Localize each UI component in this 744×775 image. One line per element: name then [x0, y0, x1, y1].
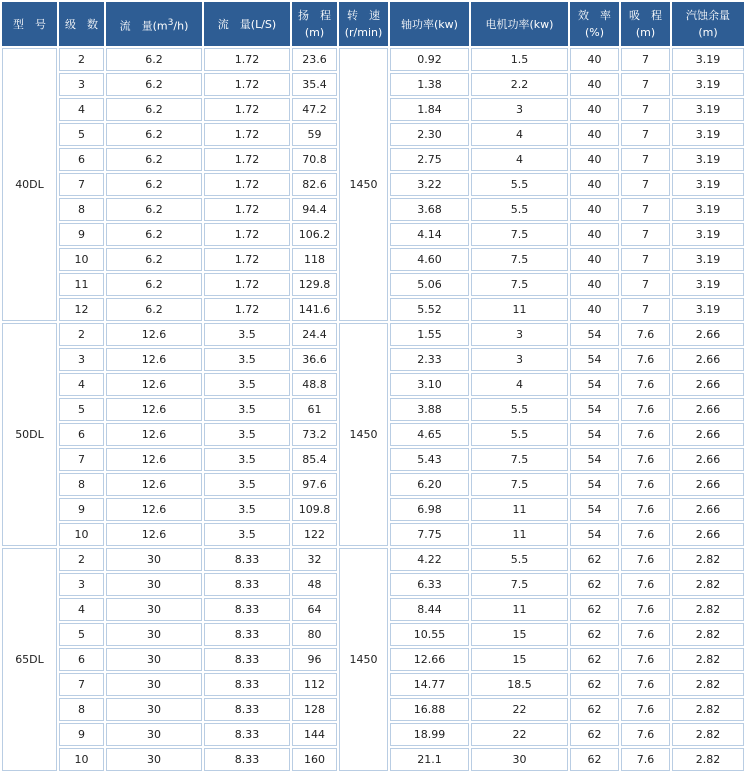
head-cell: 73.2 — [292, 423, 337, 446]
shaft-power-cell: 2.30 — [390, 123, 469, 146]
stages-cell: 8 — [59, 198, 104, 221]
table-row — [2, 548, 744, 571]
head-cell: 144 — [292, 723, 337, 746]
flow-ls-cell: 1.72 — [204, 98, 290, 121]
motor-power-cell: 3 — [471, 323, 568, 346]
flow-m3h-cell: 30 — [106, 648, 202, 671]
shaft-power-cell: 4.65 — [390, 423, 469, 446]
npsh-cell: 2.66 — [672, 523, 744, 546]
suction-lift-cell: 7 — [621, 123, 670, 146]
flow-m3h-cell: 12.6 — [106, 523, 202, 546]
flow-m3h-cell: 6.2 — [106, 273, 202, 296]
motor-power-cell: 11 — [471, 298, 568, 321]
table-body — [2, 48, 744, 771]
motor-power-cell: 7.5 — [471, 573, 568, 596]
flow-ls-cell: 3.5 — [204, 523, 290, 546]
efficiency-cell: 40 — [570, 273, 619, 296]
flow-ls-cell: 1.72 — [204, 123, 290, 146]
motor-power-cell: 1.5 — [471, 48, 568, 71]
shaft-power-cell: 3.68 — [390, 198, 469, 221]
head-cell: 109.8 — [292, 498, 337, 521]
npsh-cell: 3.19 — [672, 123, 744, 146]
head-cell: 82.6 — [292, 173, 337, 196]
npsh-cell: 2.82 — [672, 548, 744, 571]
suction-lift-cell: 7.6 — [621, 348, 670, 371]
efficiency-cell: 54 — [570, 373, 619, 396]
stages-cell: 8 — [59, 473, 104, 496]
efficiency-cell: 40 — [570, 198, 619, 221]
flow-m3h-cell: 6.2 — [106, 73, 202, 96]
flow-m3h-cell: 12.6 — [106, 373, 202, 396]
stages-cell: 6 — [59, 148, 104, 171]
efficiency-cell: 62 — [570, 548, 619, 571]
flow-ls-cell: 1.72 — [204, 173, 290, 196]
header-speed: 转 速 (r/min) — [339, 2, 388, 46]
suction-lift-cell: 7 — [621, 198, 670, 221]
flow-m3h-cell: 12.6 — [106, 498, 202, 521]
motor-power-cell: 4 — [471, 123, 568, 146]
motor-power-cell: 22 — [471, 723, 568, 746]
flow-m3h-cell: 6.2 — [106, 248, 202, 271]
efficiency-cell: 40 — [570, 48, 619, 71]
motor-power-cell: 7.5 — [471, 448, 568, 471]
suction-lift-cell: 7.6 — [621, 598, 670, 621]
suction-lift-cell: 7.6 — [621, 373, 670, 396]
npsh-cell: 2.66 — [672, 348, 744, 371]
head-cell: 85.4 — [292, 448, 337, 471]
efficiency-cell: 40 — [570, 248, 619, 271]
flow-m3h-cell: 30 — [106, 673, 202, 696]
npsh-cell: 2.66 — [672, 448, 744, 471]
shaft-power-cell: 1.38 — [390, 73, 469, 96]
stages-cell: 7 — [59, 173, 104, 196]
flow-ls-cell: 3.5 — [204, 448, 290, 471]
efficiency-cell: 40 — [570, 223, 619, 246]
efficiency-cell: 62 — [570, 748, 619, 771]
npsh-cell: 2.66 — [672, 373, 744, 396]
stages-cell: 4 — [59, 373, 104, 396]
motor-power-cell: 7.5 — [471, 223, 568, 246]
flow-m3h-cell: 6.2 — [106, 48, 202, 71]
shaft-power-cell: 18.99 — [390, 723, 469, 746]
table-header — [2, 2, 744, 46]
shaft-power-cell: 12.66 — [390, 648, 469, 671]
flow-m3h-cell: 6.2 — [106, 223, 202, 246]
suction-lift-cell: 7.6 — [621, 398, 670, 421]
motor-power-cell: 4 — [471, 373, 568, 396]
stages-cell: 5 — [59, 123, 104, 146]
head-cell: 48.8 — [292, 373, 337, 396]
table-row — [2, 323, 744, 346]
head-cell: 122 — [292, 523, 337, 546]
head-cell: 35.4 — [292, 73, 337, 96]
motor-power-cell: 3 — [471, 98, 568, 121]
head-cell: 23.6 — [292, 48, 337, 71]
suction-lift-cell: 7.6 — [621, 723, 670, 746]
suction-lift-cell: 7 — [621, 148, 670, 171]
npsh-cell: 2.82 — [672, 748, 744, 771]
head-cell: 96 — [292, 648, 337, 671]
efficiency-cell: 54 — [570, 523, 619, 546]
shaft-power-cell: 6.20 — [390, 473, 469, 496]
flow-ls-cell: 1.72 — [204, 198, 290, 221]
suction-lift-cell: 7.6 — [621, 523, 670, 546]
flow-m3h-cell: 12.6 — [106, 473, 202, 496]
shaft-power-cell: 1.55 — [390, 323, 469, 346]
efficiency-cell: 62 — [570, 573, 619, 596]
stages-cell: 5 — [59, 623, 104, 646]
flow-ls-cell: 3.5 — [204, 498, 290, 521]
suction-lift-cell: 7 — [621, 98, 670, 121]
stages-cell: 10 — [59, 248, 104, 271]
suction-lift-cell: 7.6 — [621, 623, 670, 646]
motor-power-cell: 5.5 — [471, 173, 568, 196]
npsh-cell: 2.66 — [672, 398, 744, 421]
stages-cell: 12 — [59, 298, 104, 321]
efficiency-cell: 62 — [570, 623, 619, 646]
flow-ls-cell: 1.72 — [204, 248, 290, 271]
shaft-power-cell: 4.14 — [390, 223, 469, 246]
shaft-power-cell: 3.22 — [390, 173, 469, 196]
flow-m3h-cell: 30 — [106, 698, 202, 721]
efficiency-cell: 62 — [570, 648, 619, 671]
header-flow-ls: 流 量(L/S) — [204, 2, 290, 46]
flow-ls-cell: 8.33 — [204, 648, 290, 671]
shaft-power-cell: 10.55 — [390, 623, 469, 646]
shaft-power-cell: 6.98 — [390, 498, 469, 521]
flow-m3h-cell: 30 — [106, 548, 202, 571]
npsh-cell: 2.82 — [672, 648, 744, 671]
suction-lift-cell: 7 — [621, 73, 670, 96]
motor-power-cell: 7.5 — [471, 473, 568, 496]
efficiency-cell: 62 — [570, 723, 619, 746]
flow-ls-cell: 3.5 — [204, 373, 290, 396]
shaft-power-cell: 1.84 — [390, 98, 469, 121]
stages-cell: 10 — [59, 523, 104, 546]
head-cell: 106.2 — [292, 223, 337, 246]
flow-m3h-cell: 6.2 — [106, 298, 202, 321]
flow-ls-cell: 8.33 — [204, 623, 290, 646]
stages-cell: 9 — [59, 723, 104, 746]
npsh-cell: 3.19 — [672, 48, 744, 71]
motor-power-cell: 11 — [471, 498, 568, 521]
header-head: 扬 程 (m) — [292, 2, 337, 46]
speed-cell: 1450 — [339, 548, 388, 771]
suction-lift-cell: 7 — [621, 173, 670, 196]
stages-cell: 2 — [59, 548, 104, 571]
npsh-cell: 3.19 — [672, 248, 744, 271]
suction-lift-cell: 7.6 — [621, 748, 670, 771]
stages-cell: 3 — [59, 73, 104, 96]
header-model: 型 号 — [2, 2, 57, 46]
flow-ls-cell: 3.5 — [204, 348, 290, 371]
shaft-power-cell: 14.77 — [390, 673, 469, 696]
stages-cell: 7 — [59, 448, 104, 471]
flow-ls-cell: 8.33 — [204, 698, 290, 721]
flow-ls-cell: 3.5 — [204, 473, 290, 496]
stages-cell: 2 — [59, 323, 104, 346]
shaft-power-cell: 6.33 — [390, 573, 469, 596]
npsh-cell: 3.19 — [672, 273, 744, 296]
flow-ls-cell: 3.5 — [204, 423, 290, 446]
shaft-power-cell: 4.22 — [390, 548, 469, 571]
shaft-power-cell: 3.88 — [390, 398, 469, 421]
stages-cell: 9 — [59, 223, 104, 246]
head-cell: 36.6 — [292, 348, 337, 371]
flow-m3h-cell: 12.6 — [106, 448, 202, 471]
flow-m3h-cell: 6.2 — [106, 123, 202, 146]
flow-ls-cell: 8.33 — [204, 673, 290, 696]
npsh-cell: 2.82 — [672, 573, 744, 596]
header-flow-m3h: 流 量$(m^3/h)$ — [106, 2, 202, 46]
head-cell: 80 — [292, 623, 337, 646]
header-motor-power: 电机功率(kw) — [471, 2, 568, 46]
npsh-cell: 3.19 — [672, 73, 744, 96]
shaft-power-cell: 4.60 — [390, 248, 469, 271]
motor-power-cell: 11 — [471, 523, 568, 546]
model-cell: 40DL — [2, 48, 57, 321]
shaft-power-cell: 2.33 — [390, 348, 469, 371]
motor-power-cell: 22 — [471, 698, 568, 721]
motor-power-cell: 30 — [471, 748, 568, 771]
efficiency-cell: 40 — [570, 98, 619, 121]
motor-power-cell: 18.5 — [471, 673, 568, 696]
flow-ls-cell: 3.5 — [204, 323, 290, 346]
suction-lift-cell: 7.6 — [621, 423, 670, 446]
efficiency-cell: 40 — [570, 148, 619, 171]
flow-m3h-cell: 12.6 — [106, 348, 202, 371]
flow-ls-cell: 8.33 — [204, 548, 290, 571]
shaft-power-cell: 2.75 — [390, 148, 469, 171]
efficiency-cell: 62 — [570, 698, 619, 721]
npsh-cell: 2.82 — [672, 698, 744, 721]
stages-cell: 4 — [59, 98, 104, 121]
head-cell: 47.2 — [292, 98, 337, 121]
shaft-power-cell: 16.88 — [390, 698, 469, 721]
flow-m3h-cell: 30 — [106, 748, 202, 771]
flow-ls-cell: 1.72 — [204, 148, 290, 171]
stages-cell: 6 — [59, 423, 104, 446]
suction-lift-cell: 7.6 — [621, 498, 670, 521]
flow-m3h-cell: 6.2 — [106, 98, 202, 121]
npsh-cell: 2.82 — [672, 623, 744, 646]
efficiency-cell: 40 — [570, 123, 619, 146]
head-cell: 129.8 — [292, 273, 337, 296]
model-cell: 50DL — [2, 323, 57, 546]
flow-m3h-cell: 30 — [106, 573, 202, 596]
flow-m3h-cell: 30 — [106, 723, 202, 746]
motor-power-cell: 4 — [471, 148, 568, 171]
efficiency-cell: 54 — [570, 448, 619, 471]
stages-cell: 2 — [59, 48, 104, 71]
header-efficiency: 效 率 (%) — [570, 2, 619, 46]
shaft-power-cell: 3.10 — [390, 373, 469, 396]
efficiency-cell: 54 — [570, 323, 619, 346]
stages-cell: 3 — [59, 573, 104, 596]
flow-ls-cell: 1.72 — [204, 273, 290, 296]
stages-cell: 11 — [59, 273, 104, 296]
flow-m3h-cell: 12.6 — [106, 423, 202, 446]
suction-lift-cell: 7.6 — [621, 323, 670, 346]
efficiency-cell: 54 — [570, 423, 619, 446]
efficiency-cell: 54 — [570, 473, 619, 496]
suction-lift-cell: 7.6 — [621, 648, 670, 671]
motor-power-cell: 2.2 — [471, 73, 568, 96]
flow-m3h-cell: 12.6 — [106, 398, 202, 421]
suction-lift-cell: 7.6 — [621, 473, 670, 496]
suction-lift-cell: 7 — [621, 248, 670, 271]
motor-power-cell: 3 — [471, 348, 568, 371]
motor-power-cell: 5.5 — [471, 198, 568, 221]
flow-ls-cell: 8.33 — [204, 723, 290, 746]
npsh-cell: 2.66 — [672, 323, 744, 346]
head-cell: 97.6 — [292, 473, 337, 496]
flow-ls-cell: 1.72 — [204, 48, 290, 71]
speed-cell: 1450 — [339, 48, 388, 321]
stages-cell: 10 — [59, 748, 104, 771]
header-shaft-power: 轴功率(kw) — [390, 2, 469, 46]
npsh-cell: 2.66 — [672, 498, 744, 521]
motor-power-cell: 5.5 — [471, 423, 568, 446]
motor-power-cell: 5.5 — [471, 398, 568, 421]
efficiency-cell: 62 — [570, 598, 619, 621]
npsh-cell: 3.19 — [672, 223, 744, 246]
head-cell: 24.4 — [292, 323, 337, 346]
suction-lift-cell: 7 — [621, 273, 670, 296]
suction-lift-cell: 7 — [621, 223, 670, 246]
suction-lift-cell: 7 — [621, 298, 670, 321]
table-row — [2, 48, 744, 71]
stages-cell: 5 — [59, 398, 104, 421]
npsh-cell: 3.19 — [672, 148, 744, 171]
head-cell: 112 — [292, 673, 337, 696]
flow-ls-cell: 8.33 — [204, 598, 290, 621]
shaft-power-cell: 21.1 — [390, 748, 469, 771]
stages-cell: 3 — [59, 348, 104, 371]
suction-lift-cell: 7.6 — [621, 573, 670, 596]
flow-ls-cell: 1.72 — [204, 298, 290, 321]
stages-cell: 7 — [59, 673, 104, 696]
suction-lift-cell: 7.6 — [621, 673, 670, 696]
shaft-power-cell: 5.43 — [390, 448, 469, 471]
flow-ls-cell: 8.33 — [204, 748, 290, 771]
npsh-cell: 3.19 — [672, 298, 744, 321]
head-cell: 61 — [292, 398, 337, 421]
npsh-cell: 2.82 — [672, 723, 744, 746]
motor-power-cell: 15 — [471, 623, 568, 646]
flow-m3h-cell: 30 — [106, 598, 202, 621]
head-cell: 141.6 — [292, 298, 337, 321]
motor-power-cell: 7.5 — [471, 248, 568, 271]
npsh-cell: 3.19 — [672, 198, 744, 221]
npsh-cell: 3.19 — [672, 98, 744, 121]
suction-lift-cell: 7.6 — [621, 448, 670, 471]
shaft-power-cell: 5.52 — [390, 298, 469, 321]
npsh-cell: 2.82 — [672, 673, 744, 696]
suction-lift-cell: 7 — [621, 48, 670, 71]
efficiency-cell: 62 — [570, 673, 619, 696]
motor-power-cell: 11 — [471, 598, 568, 621]
head-cell: 94.4 — [292, 198, 337, 221]
model-cell: 65DL — [2, 548, 57, 771]
npsh-cell: 2.66 — [672, 473, 744, 496]
efficiency-cell: 40 — [570, 173, 619, 196]
shaft-power-cell: 0.92 — [390, 48, 469, 71]
efficiency-cell: 54 — [570, 498, 619, 521]
shaft-power-cell: 8.44 — [390, 598, 469, 621]
header-npsh: 汽蚀余量 (m) — [672, 2, 744, 46]
head-cell: 160 — [292, 748, 337, 771]
flow-ls-cell: 1.72 — [204, 223, 290, 246]
head-cell: 59 — [292, 123, 337, 146]
npsh-cell: 2.82 — [672, 598, 744, 621]
stages-cell: 8 — [59, 698, 104, 721]
motor-power-cell: 7.5 — [471, 273, 568, 296]
efficiency-cell: 54 — [570, 398, 619, 421]
head-cell: 70.8 — [292, 148, 337, 171]
suction-lift-cell: 7.6 — [621, 698, 670, 721]
flow-ls-cell: 3.5 — [204, 398, 290, 421]
stages-cell: 6 — [59, 648, 104, 671]
flow-ls-cell: 1.72 — [204, 73, 290, 96]
efficiency-cell: 40 — [570, 298, 619, 321]
head-cell: 118 — [292, 248, 337, 271]
flow-m3h-cell: 6.2 — [106, 198, 202, 221]
flow-m3h-cell: 6.2 — [106, 148, 202, 171]
header-stages: 级 数 — [59, 2, 104, 46]
header-suction-lift: 吸 程 (m) — [621, 2, 670, 46]
head-cell: 128 — [292, 698, 337, 721]
npsh-cell: 3.19 — [672, 173, 744, 196]
head-cell: 48 — [292, 573, 337, 596]
efficiency-cell: 54 — [570, 348, 619, 371]
efficiency-cell: 40 — [570, 73, 619, 96]
npsh-cell: 2.66 — [672, 423, 744, 446]
motor-power-cell: 15 — [471, 648, 568, 671]
motor-power-cell: 5.5 — [471, 548, 568, 571]
head-cell: 64 — [292, 598, 337, 621]
speed-cell: 1450 — [339, 323, 388, 546]
flow-m3h-cell: 30 — [106, 623, 202, 646]
shaft-power-cell: 7.75 — [390, 523, 469, 546]
shaft-power-cell: 5.06 — [390, 273, 469, 296]
flow-ls-cell: 8.33 — [204, 573, 290, 596]
suction-lift-cell: 7.6 — [621, 548, 670, 571]
head-cell: 32 — [292, 548, 337, 571]
flow-m3h-cell: 6.2 — [106, 173, 202, 196]
stages-cell: 9 — [59, 498, 104, 521]
flow-m3h-cell: 12.6 — [106, 323, 202, 346]
stages-cell: 4 — [59, 598, 104, 621]
header-row — [2, 2, 744, 46]
